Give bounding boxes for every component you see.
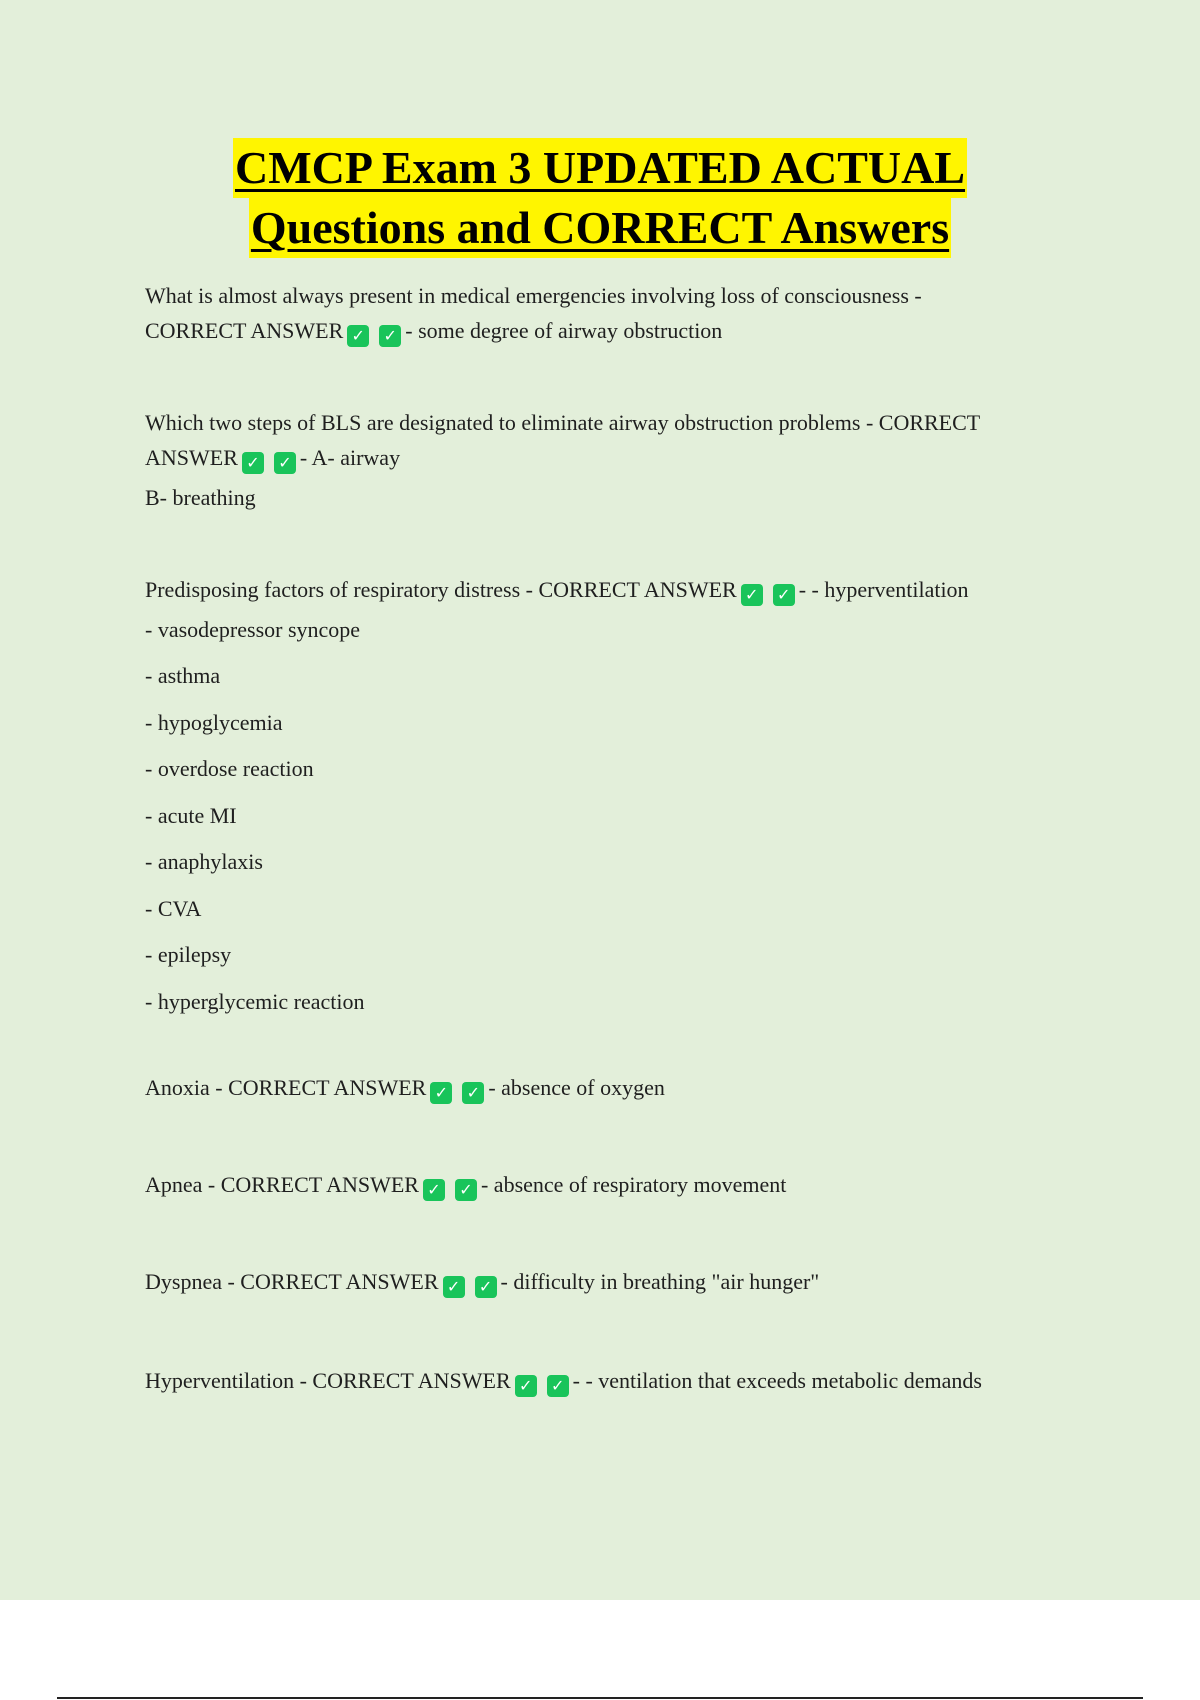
question-answer-line xyxy=(145,313,1075,348)
qa-content xyxy=(145,278,1075,1398)
question-answer-line xyxy=(145,440,1075,475)
check-mark-icon: ✓ xyxy=(443,1276,465,1298)
question-answer-line xyxy=(145,1167,1075,1202)
answer-text: - difficulty in breathing "air hunger" xyxy=(500,1269,820,1294)
check-mark-icon: ✓ xyxy=(741,584,763,606)
check-mark-icon: ✓ xyxy=(347,325,369,347)
answer-text: - some degree of airway obstruction xyxy=(405,318,723,343)
question-text: Dyspnea - CORRECT ANSWER xyxy=(145,1269,439,1294)
question-answer-line xyxy=(145,1264,1075,1299)
answer-text: - - hyperventilation xyxy=(798,576,969,602)
question-text: Which two steps of BLS are designated to eliminate airway obstruction problems - CORRECT xyxy=(145,410,981,435)
answer-text: - absence of respiratory movement xyxy=(480,1172,787,1197)
check-mark-icon: ✓ xyxy=(455,1179,477,1201)
check-mark-icon: ✓ xyxy=(773,584,795,606)
qa-item xyxy=(145,1167,1075,1202)
question-text: Predisposing factors of respiratory distress - CORRECT ANSWER xyxy=(145,576,737,602)
check-mark-icon: ✓ xyxy=(430,1082,452,1104)
page-title xyxy=(0,138,1200,258)
answer-text: - A- airway xyxy=(299,445,401,470)
qa-item xyxy=(145,1264,1075,1299)
answer-text: - absence of oxygen xyxy=(488,1075,665,1100)
title-line-1: CMCP Exam 3 UPDATED ACTUAL xyxy=(233,138,967,198)
check-mark-icon: ✓ xyxy=(515,1375,537,1397)
answer-list-item: - hyperglycemic reaction xyxy=(145,988,365,1014)
check-mark-icon: ✓ xyxy=(462,1082,484,1104)
question-answer-line xyxy=(145,572,1075,607)
qa-item xyxy=(145,1070,1075,1105)
question-text: ANSWER xyxy=(145,445,238,470)
question-answer-line xyxy=(145,1363,1075,1398)
check-mark-icon: ✓ xyxy=(475,1276,497,1298)
qa-item xyxy=(145,1363,1075,1398)
question-text: Anoxia - CORRECT ANSWER xyxy=(145,1075,427,1100)
answer-list-item: - epilepsy xyxy=(145,942,232,967)
title-line-2: Questions and CORRECT Answers xyxy=(249,198,951,258)
footer-divider xyxy=(57,1697,1143,1699)
question-text: What is almost always present in medical emergencies involving loss of consciousness - xyxy=(145,283,922,308)
question-text: CORRECT ANSWER xyxy=(145,318,344,343)
check-mark-icon: ✓ xyxy=(242,452,264,474)
answer-list-item: - overdose reaction xyxy=(145,756,314,781)
question-answer-line xyxy=(145,1070,1075,1105)
answer-list-item: - CVA xyxy=(145,895,202,921)
check-mark-icon: ✓ xyxy=(274,452,296,474)
qa-item xyxy=(145,405,1075,522)
qa-item xyxy=(145,572,1075,1026)
answer-list-item: - acute MI xyxy=(145,802,237,828)
answer-text: - - ventilation that exceeds metabolic demands xyxy=(572,1368,982,1393)
answer-list-item: - asthma xyxy=(145,663,221,688)
question-text: Apnea - CORRECT ANSWER xyxy=(145,1172,419,1197)
answer-list-item: - anaphylaxis xyxy=(145,849,263,874)
check-mark-icon: ✓ xyxy=(423,1179,445,1201)
answer-continuation: B- breathing xyxy=(145,485,256,510)
answer-list-item: - vasodepressor syncope xyxy=(145,616,361,642)
check-mark-icon: ✓ xyxy=(379,325,401,347)
answer-list-item: - hypoglycemia xyxy=(145,709,283,735)
check-mark-icon: ✓ xyxy=(547,1375,569,1397)
qa-item xyxy=(145,278,1075,348)
question-text: Hyperventilation - CORRECT ANSWER xyxy=(145,1368,511,1393)
